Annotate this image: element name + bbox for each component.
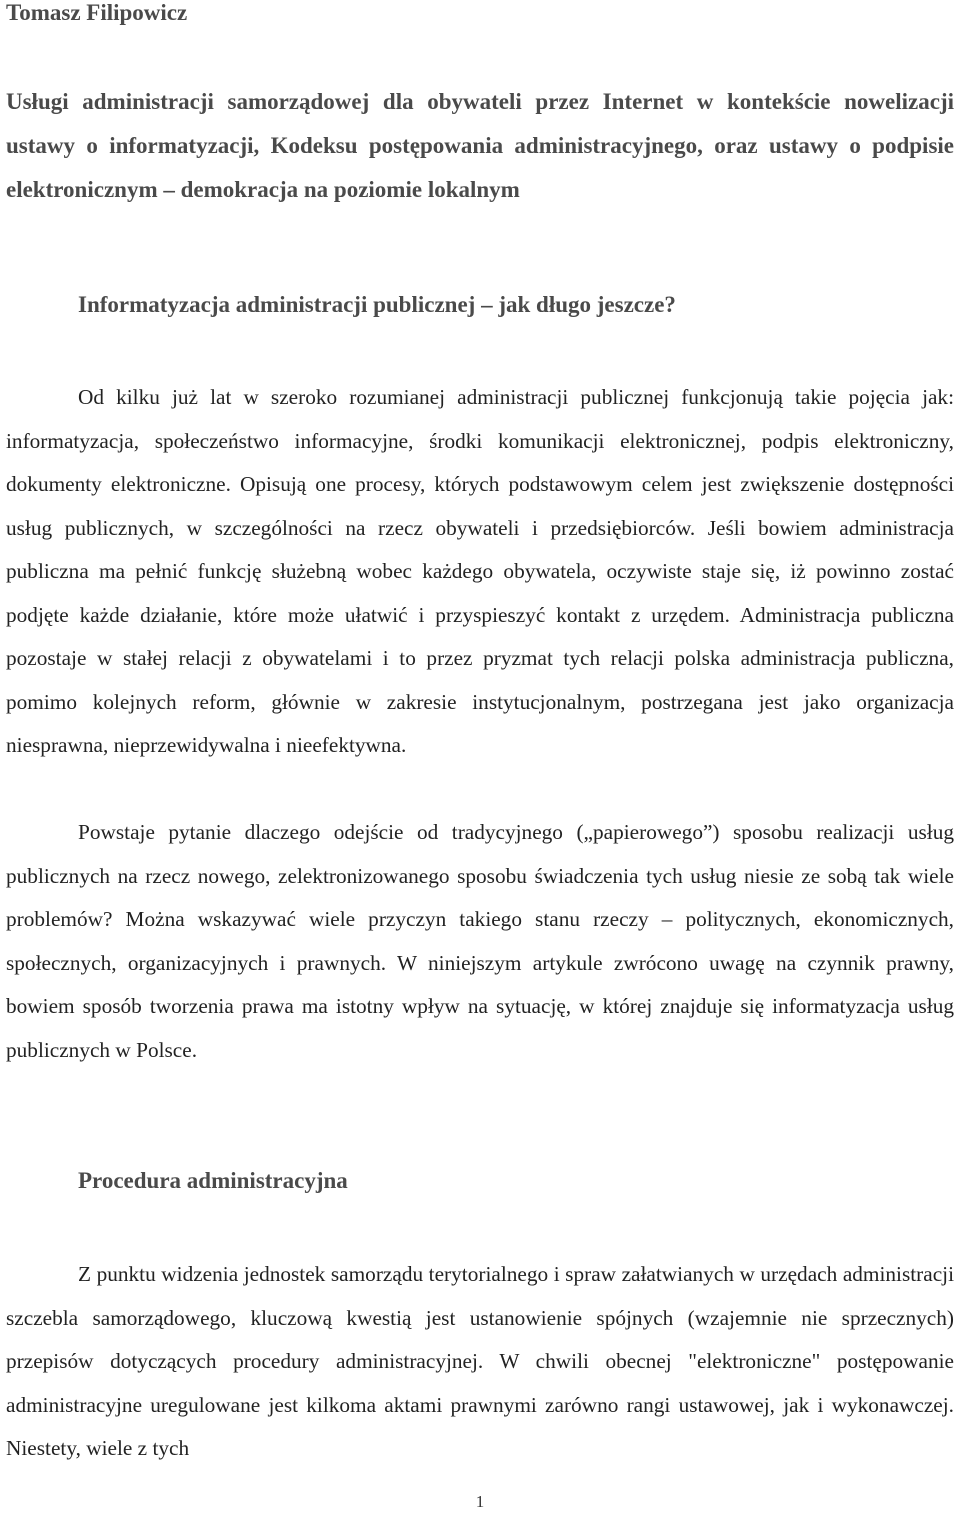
author-name: Tomasz Filipowicz xyxy=(6,0,188,25)
paragraph: Z punktu widzenia jednostek samorządu terytorialnego i spraw załatwianych w urzędach administracji szczebla samorządowego, kluczową kwestią jest ustanowienie spójnych (wzajemnie nie sprzecznych) przepisów dotyczących procedury administracyjnej. W chwili obecnej "elektroniczne" postępowanie administracyjne uregulowane jest kilkoma aktami prawnymi zarówno rangi ustawowej, jak i wykonawczej. Niestety, wiele z tych xyxy=(6,1262,954,1460)
paragraph: Od kilku już lat w szeroko rozumianej administracji publicznej funkcjonują takie pojęcia jak: informatyzacja, społeczeństwo informacyjne, środki komunikacji elektronicznej, podpis elektroniczny, dokumenty elektroniczne. Opisują one procesy, których podstawowym celem jest zwiększenie dostępności usług publicznych, w szczególności na rzecz obywateli i przedsiębiorców. Jeśli bowiem administracja publiczna ma pełnić funkcję służebną wobec każdego obywatela, oczywiste staje się, iż powinno zostać podjęte każde działanie, które może ułatwić i przyspieszyć kontakt z urzędem. Administracja publiczna pozostaje w stałej relacji z obywatelami i to przez pryzmat tych relacji polska administracja publiczna, pomimo kolejnych reform, głównie w zakresie instytucjonalnym, postrzegana jest jako organizacja niesprawna, nieprzewidywalna i nieefektywna. xyxy=(6,385,954,757)
page-number: 1 xyxy=(475,1492,485,1511)
paragraph: Powstaje pytanie dlaczego odejście od tradycyjnego („papierowego”) sposobu realizacji usług publicznych na rzecz nowego, zelektronizowanego sposobu świadczenia tych usług niesie ze sobą tak wiele problemów? Można wskazywać wiele przyczyn takiego stanu rzeczy – politycznych, ekonomicznych, społecznych, organizacyjnych i prawnych. W niniejszym artykule zwrócono uwagę na czynnik prawny, bowiem sposób tworzenia prawa ma istotny wpływ na sytuację, w której znajduje się informatyzacja usług publicznych w Polsce. xyxy=(6,820,954,1062)
article-title: Usługi administracji samorządowej dla obywateli przez Internet w kontekście nowelizacji ustawy o informatyzacji, Kodeksu postępowania administracyjnego, oraz ustawy o podpisie elektronicznym – demokracja na poziomie lokalnym xyxy=(6,89,954,202)
section-heading-informatyzacja: Informatyzacja administracji publicznej – jak długo jeszcze? xyxy=(78,292,676,317)
section-heading-procedura: Procedura administracyjna xyxy=(78,1168,348,1193)
